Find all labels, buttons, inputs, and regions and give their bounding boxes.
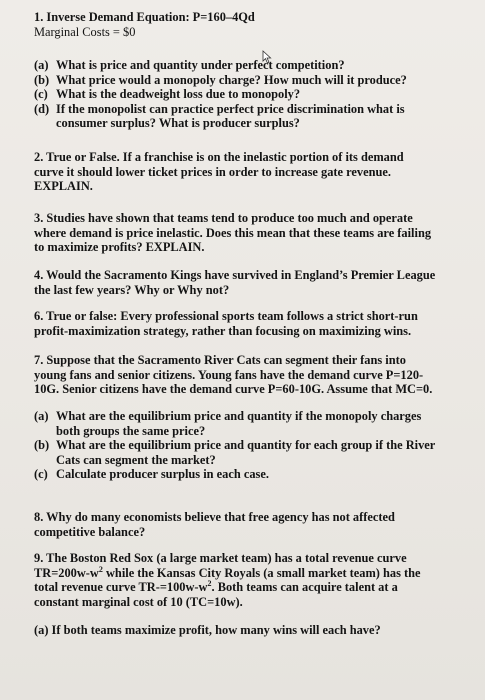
q7-parts: (a) What are the equilibrium price and quantity if the monopoly charges both groups the same price? (b) What are the equilibrium price and quantity for each group if the River Cats can segment the market? (c) Calculate producer surplus in each case. (34, 409, 471, 482)
question-4: 4. Would the Sacramento Kings have survived in England’s Premier League the last few years? Why or Why not? (34, 268, 436, 297)
q1-part-c: (c) What is the deadweight loss due to monopoly? (34, 87, 301, 102)
question-1 (34, 10, 471, 39)
q1-title: 1. Inverse Demand Equation: P=160–4Qd (34, 10, 255, 24)
q1-part-d: (d) If the monopolist can practice perfect price discrimination what is (34, 101, 405, 116)
q9-line-3: total revenue curve $TR-=100w-w^2$. Both teams can acquire talent at a (34, 579, 398, 595)
q9-line-2: $TR=200w-w^2$ while the Kansas City Royals (a small market team) has the (34, 564, 421, 580)
question-3: 3. Studies have shown that teams tend to produce too much and operate where demand is price inelastic. Does this mean that these teams are failing to maximize profits? EXPLAIN. (34, 211, 432, 255)
q7-part-a: (a) What are the equilibrium price and quantity if the monopoly charges (34, 409, 422, 423)
q1-mc: Marginal Costs = $0 (34, 24, 136, 39)
question-7: 7. Suppose that the Sacramento River Cats can segment their fans into young fans and senior citizens. Young fans have the demand curve P=120- 10G. Senior citizens have the demand curve P=60-10G. Assume that MC=0. (34, 353, 433, 397)
question-2: 2. True or False. If a franchise is on the inelastic portion of its demand curve it should lower ticket prices in order to increase gate revenue. EXPLAIN. (34, 150, 404, 194)
q1-part-b: (b) What price would a monopoly charge? How much will it produce? (34, 72, 407, 87)
q7-part-c: (c) Calculate producer surplus in each case. (34, 467, 269, 482)
question-6: 6. True or false: Every professional sports team follows a strict short-run profit-maximization strategy, rather than focusing on maximizing wins. (34, 309, 418, 338)
q1-part-a: (a) What is price and quantity under perfect competition? (34, 58, 345, 72)
q7-part-b: (b) What are the equilibrium price and quantity for each group if the River (34, 438, 436, 453)
question-8: 8. Why do many economists believe that free agency has not affected competitive balance? (34, 510, 395, 539)
q9-part-a: (a) If both teams maximize profit, how many wins will each have? (34, 623, 381, 637)
q1-part-d-cont: consumer surplus? What is producer surplus? (56, 116, 300, 131)
q1-parts (34, 58, 471, 131)
question-9: 9. The Boston Red Sox (a large market team) has a total revenue curve $TR=200w-w^2$ while the Kansas City Royals (a small market team) has the total revenue curve $TR-=100w-w^2$. Both teams can acquire talent at a constant marginal cost of 10 (TC=10w). (34, 551, 471, 609)
